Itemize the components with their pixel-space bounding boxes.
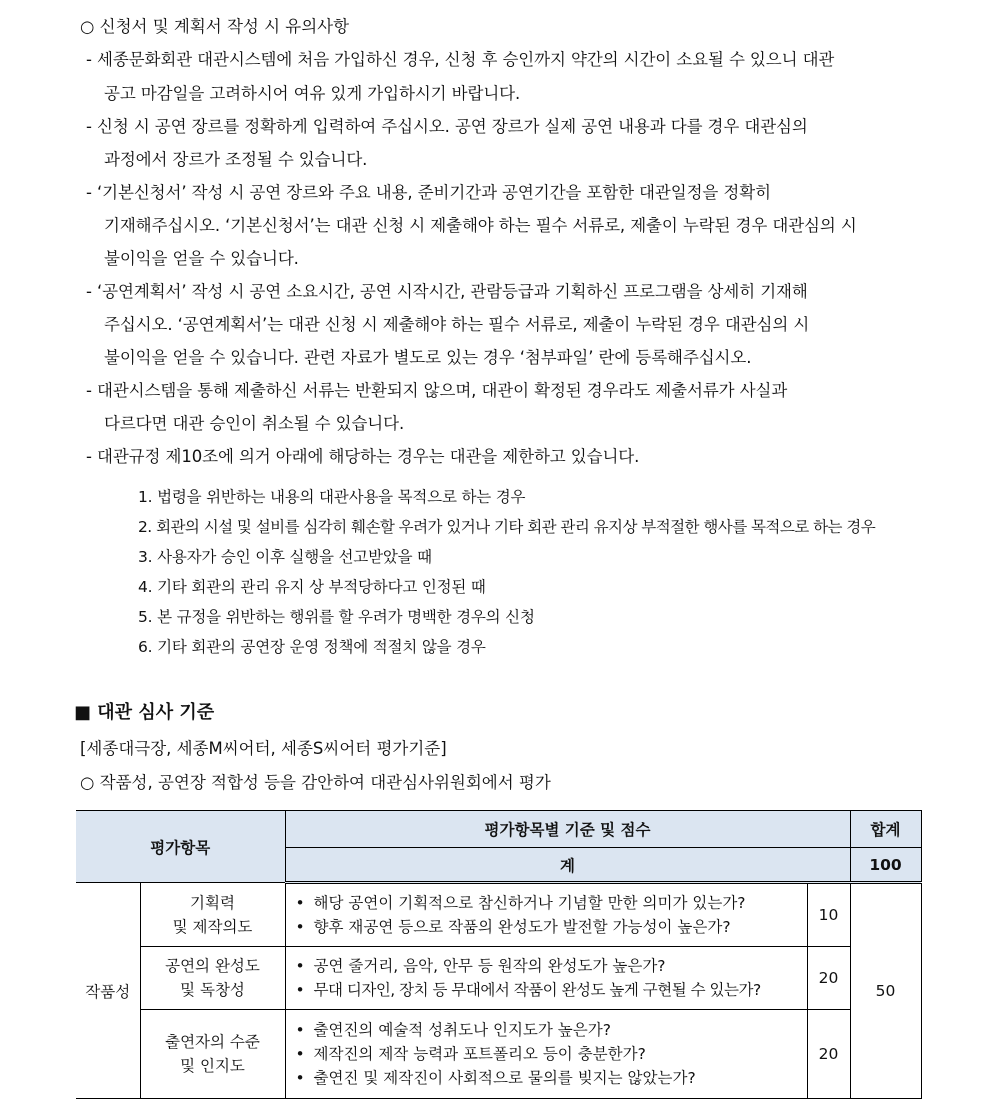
notice-item-4-line-1: - ‘공연계획서’ 작성 시 공연 소요시간, 공연 시작시간, 관람등급과 기획하신 프로그램을 상세히 기재해 — [86, 282, 808, 301]
notice-item-5-line-2: 다르다면 대관 승인이 취소될 수 있습니다. — [104, 414, 405, 433]
header-criteria: 평가항목별 기준 및 점수 — [285, 811, 850, 848]
header-total-label: 계 — [285, 848, 850, 883]
criteria-table — [76, 810, 922, 1099]
category-total-cell: 50 — [850, 883, 921, 1099]
sub-item-cell — [140, 883, 285, 947]
sub-item-line: 및 제작의도 — [172, 917, 253, 936]
notice-item-6-line-1: - 대관규정 제10조에 의거 아래에 해당하는 경우는 대관을 제한하고 있습니다. — [86, 447, 640, 466]
category-cell: 작품성 — [76, 883, 140, 1099]
sub-item-line: 공연의 완성도 — [165, 957, 260, 975]
header-item: 평가항목 — [76, 811, 285, 883]
notice-item-3-line-2: 기재해주십시오. ‘기본신청서’는 대관 신청 시 제출해야 하는 필수 서류로, 제출이 누락된 경우 대관심의 시 — [104, 216, 857, 235]
notice-item-1-line-1: - 세종문화회관 대관시스템에 처음 가입하신 경우, 신청 후 승인까지 약간의 시간이 소요될 수 있으니 대관 — [86, 50, 835, 69]
notice-item-1-line-2: 공고 마감일을 고려하시어 여유 있게 가입하시기 바랍니다. — [104, 84, 521, 103]
criteria-bullet: • 향후 재공연 등으로 작품의 완성도가 발전할 가능성이 높은가? — [314, 915, 801, 939]
criteria-cell — [285, 947, 807, 1010]
notice-title: ○ 신청서 및 계획서 작성 시 유의사항 — [80, 17, 350, 36]
restriction-item-3: 3. 사용자가 승인 이후 실행을 선고받았을 때 — [138, 548, 432, 566]
notice-item-4-line-3: 불이익을 얻을 수 있습니다. 관련 자료가 별도로 있는 경우 ‘첨부파일’ 란에 등록해주십시오. — [104, 348, 752, 367]
restriction-item-5: 5. 본 규정을 위반하는 행위를 할 우려가 명백한 경우의 신청 — [138, 608, 535, 626]
score-cell: 20 — [807, 947, 850, 1010]
header-total-value: 100 — [850, 848, 921, 883]
criteria-cell — [285, 883, 807, 947]
notice-item-2-line-2: 과정에서 장르가 조정될 수 있습니다. — [104, 150, 368, 169]
criteria-cell — [285, 1010, 807, 1099]
score-cell: 10 — [807, 883, 850, 947]
eval-note: ○ 작품성, 공연장 적합성 등을 감안하여 대관심사위원회에서 평가 — [80, 773, 551, 792]
notice-item-5-line-1: - 대관시스템을 통해 제출하신 서류는 반환되지 않으며, 대관이 확정된 경우라도 제출서류가 사실과 — [86, 381, 788, 400]
notice-item-4-line-2: 주십시오. ‘공연계획서’는 대관 신청 시 제출해야 하는 필수 서류로, 제출이 누락된 경우 대관심의 시 — [104, 315, 810, 334]
notice-item-3-line-1: - ‘기본신청서’ 작성 시 공연 장르와 주요 내용, 준비기간과 공연기간을 포함한 대관일정을 정확히 — [86, 183, 771, 202]
table-header-row — [76, 811, 921, 848]
sub-item-cell — [140, 947, 285, 1010]
sub-item-line: 출연자의 수준 — [165, 1033, 260, 1051]
sub-item-line: 기획력 — [190, 893, 235, 912]
table-row — [76, 1010, 921, 1099]
restriction-item-4: 4. 기타 회관의 관리 유지 상 부적당하다고 인정된 때 — [138, 578, 486, 596]
sub-item-line: 및 독창성 — [180, 981, 245, 999]
restriction-item-1: 1. 법령을 위반하는 내용의 대관사용을 목적으로 하는 경우 — [138, 488, 526, 506]
sub-item-line: 및 인지도 — [180, 1057, 245, 1075]
restriction-item-6: 6. 기타 회관의 공연장 운영 정책에 적절치 않을 경우 — [138, 638, 486, 656]
notice-item-2-line-1: - 신청 시 공연 장르를 정확하게 입력하여 주십시오. 공연 장르가 실제 공연 내용과 다를 경우 대관심의 — [86, 117, 808, 136]
criteria-bullet: • 무대 디자인, 장치 등 무대에서 작품이 완성도 높게 구현될 수 있는가? — [314, 978, 801, 1002]
criteria-bullet: • 출연진 및 제작진이 사회적으로 물의를 빚지는 않았는가? — [314, 1066, 801, 1090]
criteria-bullet: • 해당 공연이 기획적으로 참신하거나 기념할 만한 의미가 있는가? — [314, 891, 801, 915]
criteria-bullet: • 제작진의 제작 능력과 포트폴리오 등이 충분한가? — [314, 1042, 801, 1066]
section-title: ■ 대관 심사 기준 — [74, 702, 215, 723]
sub-item-cell — [140, 1010, 285, 1099]
notice-item-3-line-3: 불이익을 얻을 수 있습니다. — [104, 249, 299, 268]
venues-note: [세종대극장, 세종M씨어터, 세종S씨어터 평가기준] — [80, 739, 447, 758]
criteria-bullet: • 공연 줄거리, 음악, 안무 등 원작의 완성도가 높은가? — [314, 954, 801, 978]
score-cell: 20 — [807, 1010, 850, 1099]
table-row — [76, 947, 921, 1010]
criteria-bullet: • 출연진의 예술적 성취도나 인지도가 높은가? — [314, 1018, 801, 1042]
restriction-item-2: 2. 회관의 시설 및 설비를 심각히 훼손할 우려가 있거나 기타 회관 관리 유지상 부적절한 행사를 목적으로 하는 경우 — [138, 518, 876, 536]
header-sum: 합계 — [850, 811, 921, 848]
table-row — [76, 883, 921, 947]
